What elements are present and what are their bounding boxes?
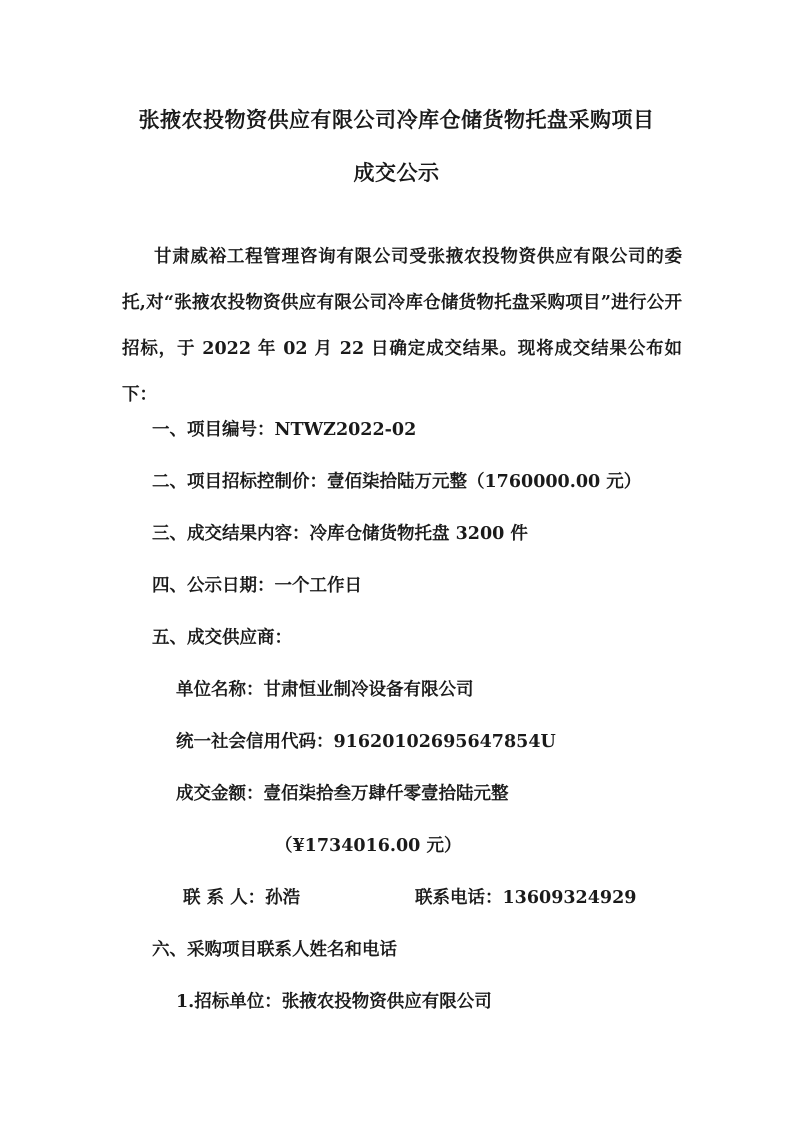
credit-code: 统一社会信用代码：91620102695647854U	[176, 732, 556, 752]
contact-phone: 联系电话：13609324929	[415, 888, 637, 908]
contact-person: 联 系 人：孙浩	[183, 888, 301, 908]
amount-number: （¥1734016.00 元）	[275, 836, 462, 856]
item-supplier-heading: 五、成交供应商：	[152, 628, 292, 648]
item-result-content: 三、成交结果内容：冷库仓储货物托盘 3200 件	[152, 524, 528, 544]
intro-paragraph: 甘肃威裕工程管理咨询有限公司受张掖农投物资供应有限公司的委托,对“张掖农投物资供应有限公司冷库仓储货物托盘采购项目”进行公开招标，于 2022 年 02 月 22 日确定成交结果。现将成交结果公布如下：	[122, 247, 682, 405]
item-bidding-unit: 1.招标单位：张掖农投物资供应有限公司	[176, 992, 492, 1012]
item-control-price: 二、项目招标控制价：壹佰柒拾陆万元整（1760000.00 元）	[152, 472, 642, 492]
item-announcement-date: 四、公示日期：一个工作日	[152, 576, 362, 596]
document-title: 张掖农投物资供应有限公司冷库仓储货物托盘采购项目	[138, 107, 655, 132]
supplier-name: 单位名称：甘肃恒业制冷设备有限公司	[176, 680, 474, 700]
document-subtitle: 成交公示	[353, 160, 440, 185]
item-project-number: 一、项目编号：NTWZ2022-02	[152, 420, 417, 440]
amount-words: 成交金额：壹佰柒拾叁万肆仟零壹拾陆元整	[176, 784, 509, 804]
item-contact-heading: 六、采购项目联系人姓名和电话	[152, 940, 397, 960]
